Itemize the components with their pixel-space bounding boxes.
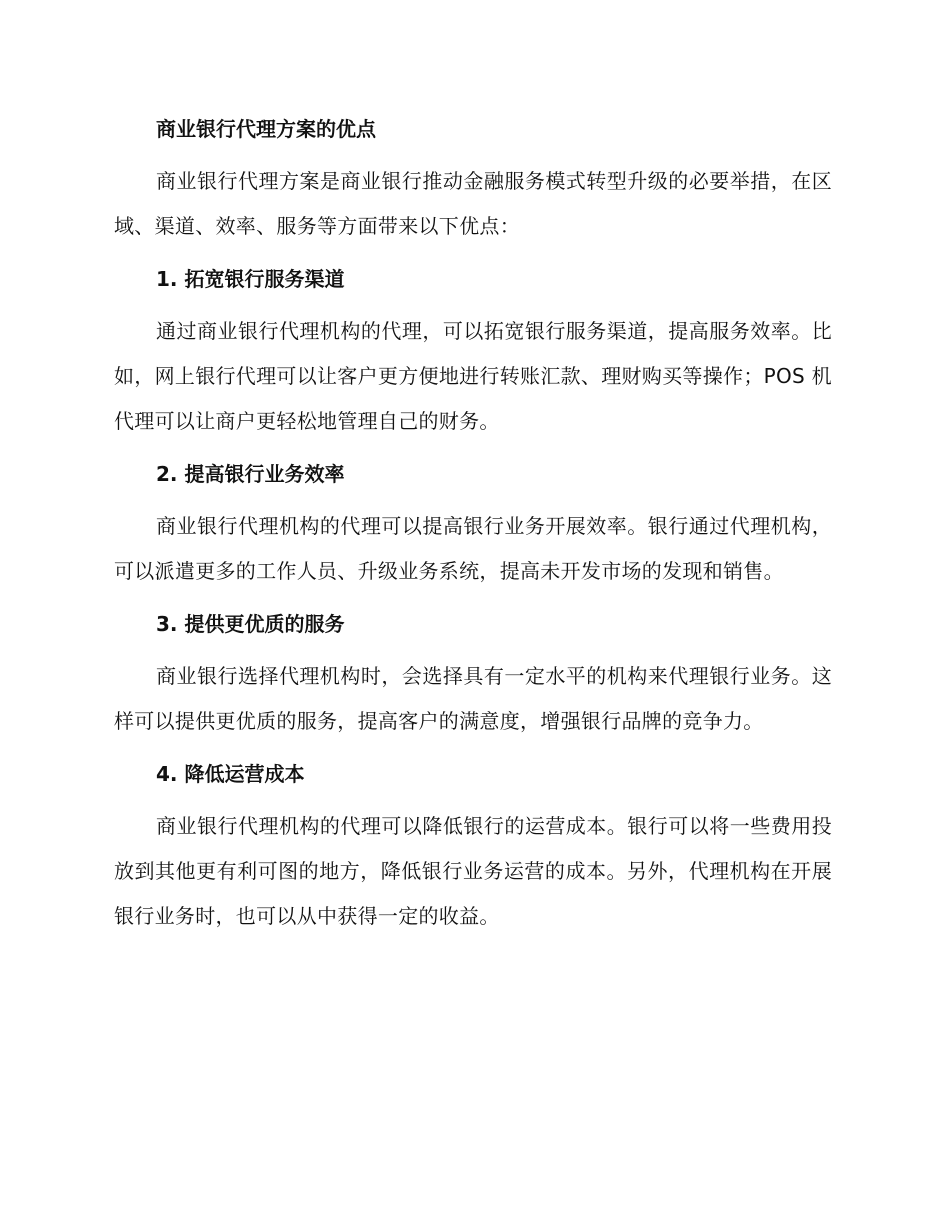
section-2 [114,457,832,594]
section-paragraph: 商业银行代理机构的代理可以降低银行的运营成本。银行可以将一些费用投放到其他更有利可图的地方，降低银行业务运营的成本。另外，代理机构在开展银行业务时，也可以从中获得一定的收益。 [114,814,832,928]
section-heading: 3. 提供更优质的服务 [156,612,345,636]
document-title: 商业银行代理方案的优点 [156,117,376,141]
section-3 [114,607,832,744]
section-heading: 4. 降低运营成本 [156,762,305,786]
section-paragraph: 商业银行选择代理机构时，会选择具有一定水平的机构来代理银行业务。这样可以提供更优质的服务，提高客户的满意度，增强银行品牌的竞争力。 [114,664,832,733]
document-body [114,112,832,952]
section-4 [114,757,832,939]
intro-paragraph: 商业银行代理方案是商业银行推动金融服务模式转型升级的必要举措，在区域、渠道、效率、服务等方面带来以下优点： [114,169,832,238]
section-heading: 2. 提高银行业务效率 [156,462,345,486]
section-paragraph: 通过商业银行代理机构的代理，可以拓宽银行服务渠道，提高服务效率。比如，网上银行代理可以让客户更方便地进行转账汇款、理财购买等操作；POS 机代理可以让商户更轻松地管理自己的财务。 [114,319,832,433]
section-1 [114,262,832,444]
section-paragraph: 商业银行代理机构的代理可以提高银行业务开展效率。银行通过代理机构，可以派遣更多的工作人员、升级业务系统，提高未开发市场的发现和销售。 [114,514,832,583]
section-heading: 1. 拓宽银行服务渠道 [156,267,345,291]
